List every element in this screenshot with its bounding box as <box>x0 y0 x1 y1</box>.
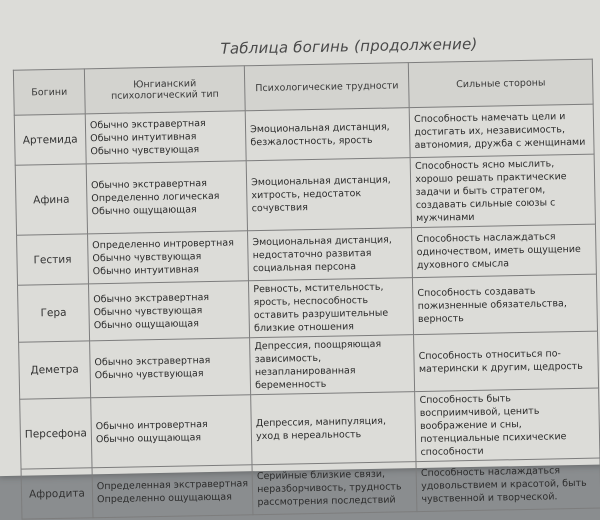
type-line: Обычно ощущающая <box>91 204 197 218</box>
goddess-name: Артемида <box>14 114 86 165</box>
difficulties-cell: Депрессия, поощряющая зависимость, незапланированная беременность <box>250 335 415 395</box>
type-line: Обычно интровертная <box>95 418 208 432</box>
type-line: Определенно ощущающая <box>96 491 232 505</box>
goddess-name: Афродита <box>21 468 93 519</box>
strengths-cell: Способность наслаждаться удовольствием и красотой, быть чувственной и творческой. <box>416 458 600 512</box>
type-line: Определенно интровертная <box>92 237 234 252</box>
goddess-name: Гера <box>18 284 90 342</box>
type-line: Обычно экстравертная <box>93 291 210 305</box>
page-title: Таблица богинь (продолжение) <box>220 34 478 58</box>
type-line: Обычно экстравертная <box>90 178 207 192</box>
strengths-cell: Способность наслаждаться одиночеством, иметь ощущение духовного смысла <box>412 224 597 278</box>
type-cell <box>85 111 246 164</box>
goddess-table <box>13 59 600 520</box>
strengths-cell: Способность быть восприимчивой, ценить воображение и сны, потенциальные психические способности <box>415 388 600 462</box>
header-goddess: Богини <box>13 69 85 115</box>
goddess-name: Деметра <box>19 341 91 399</box>
type-line: Обычно чувствующая <box>92 251 202 265</box>
type-line: Обычно ощущающая <box>93 317 199 331</box>
type-line: Обычно экстравертная <box>94 355 211 369</box>
type-line: Обычно интуитивная <box>90 131 197 145</box>
table-row <box>15 154 595 235</box>
table-row <box>21 458 600 519</box>
table-row <box>20 388 600 469</box>
type-line: Обычно экстравертная <box>89 118 206 132</box>
header-difficulties: Психологические трудности <box>245 63 410 111</box>
type-cell <box>86 161 248 234</box>
type-line: Определенно логическая <box>91 190 220 205</box>
strengths-cell: Способность намечать цели и достигать их, независимость, автономия, дружба с женщинами <box>409 104 594 158</box>
goddess-name: Афина <box>15 164 87 235</box>
difficulties-cell: Эмоциональная дистанция, недостаточно развитая социальная персона <box>248 228 413 281</box>
difficulties-cell: Серийные близкие связи, неразборчивость, трудность рассмотрения последствий <box>252 462 417 515</box>
difficulties-cell: Ревность, мстительность, ярость, неспособность оставить разрушительные близкие отношения <box>249 278 414 338</box>
header-jungian-type: Юнгианский психологический тип <box>84 66 245 114</box>
goddess-name: Персефона <box>20 398 92 469</box>
type-line: Определенная экстравертная <box>96 477 249 492</box>
difficulties-cell: Эмоциональная дистанция, безжалостность, ярость <box>245 108 410 161</box>
strengths-cell: Способность создавать пожизненные обязательства, верность <box>413 274 598 335</box>
type-line: Обычно интуитивная <box>92 264 200 278</box>
goddess-name: Гестия <box>17 234 89 285</box>
type-cell <box>88 281 249 341</box>
type-line: Обычно ощущающая <box>95 431 202 445</box>
type-line: Обычно чувствующая <box>94 368 204 382</box>
type-cell <box>92 465 253 518</box>
type-cell <box>90 338 251 398</box>
type-line: Обычно чувствующая <box>93 304 203 318</box>
type-cell <box>88 231 249 284</box>
type-cell <box>91 395 253 468</box>
difficulties-cell: Эмоциональная дистанция, хитрость, недостаток сочувствия <box>246 158 411 231</box>
header-strengths: Сильные стороны <box>409 59 594 108</box>
strengths-cell: Способность относиться по-матерински к другим, щедрость <box>414 331 599 392</box>
difficulties-cell: Депрессия, манипуляция, уход в нереальность <box>251 392 416 465</box>
strengths-cell: Способность ясно мыслить, хорошо решать практические задачи и быть стратегом, создавать сильные союзы с мужчинами <box>410 154 595 228</box>
type-line: Обычно чувствующая <box>90 144 200 158</box>
